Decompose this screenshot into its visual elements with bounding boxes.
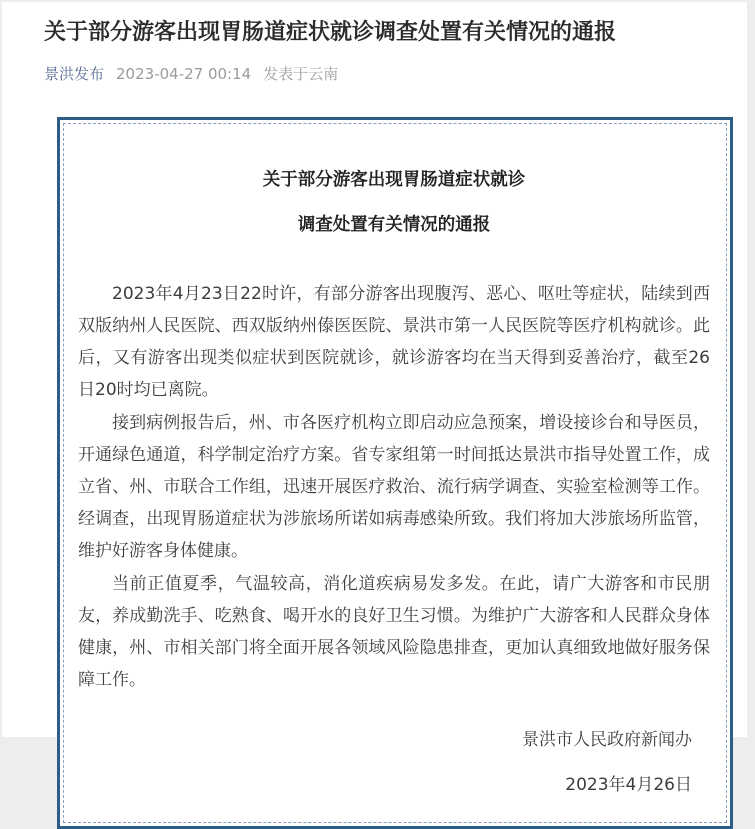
signature-issuer: 景洪市人民政府新闻办 (78, 718, 692, 763)
notice-box-inner (63, 123, 727, 823)
signature-date: 2023年4月26日 (78, 763, 692, 808)
publisher-account-link[interactable]: 景洪发布 (44, 63, 104, 84)
publish-timestamp: 2023-04-27 00:14 (116, 65, 251, 83)
notice-title-line2: 调查处置有关情况的通报 (78, 203, 710, 248)
notice-title (78, 158, 710, 248)
notice-title-line1: 关于部分游客出现胃肠道症状就诊 (78, 158, 710, 203)
article-page (2, 2, 747, 737)
byline (2, 48, 747, 84)
notice-body (78, 278, 710, 696)
page-title: 关于部分游客出现胃肠道症状就诊调查处置有关情况的通报 (2, 2, 747, 48)
notice-paragraph: 2023年4月23日22时许，有部分游客出现腹泻、恶心、呕吐等症状，陆续到西双版纳州人民医院、西双版纳州傣医医院、景洪市第一人民医院等医疗机构就诊。此后，又有游客出现类似症状到医院就诊，就诊游客均在当天得到妥善治疗，截至26日20时均已离院。 (78, 278, 710, 406)
publish-location: 发表于云南 (263, 63, 338, 84)
notice-box (57, 117, 733, 829)
notice-paragraph: 接到病例报告后，州、市各医疗机构立即启动应急预案，增设接诊台和导医员，开通绿色通道，科学制定治疗方案。省专家组第一时间抵达景洪市指导处置工作，成立省、州、市联合工作组，迅速开展医疗救治、流行病学调查、实验室检测等工作。经调查，出现胃肠道症状为涉旅场所诺如病毒感染所致。我们将加大涉旅场所监管，维护好游客身体健康。 (78, 407, 710, 567)
notice-signature-block (78, 718, 710, 808)
notice-paragraph: 当前正值夏季，气温较高，消化道疾病易发多发。在此，请广大游客和市民朋友，养成勤洗手、吃熟食、喝开水的良好卫生习惯。为维护广大游客和人民群众身体健康，州、市相关部门将全面开展各领域风险隐患排查，更加认真细致地做好服务保障工作。 (78, 568, 710, 696)
